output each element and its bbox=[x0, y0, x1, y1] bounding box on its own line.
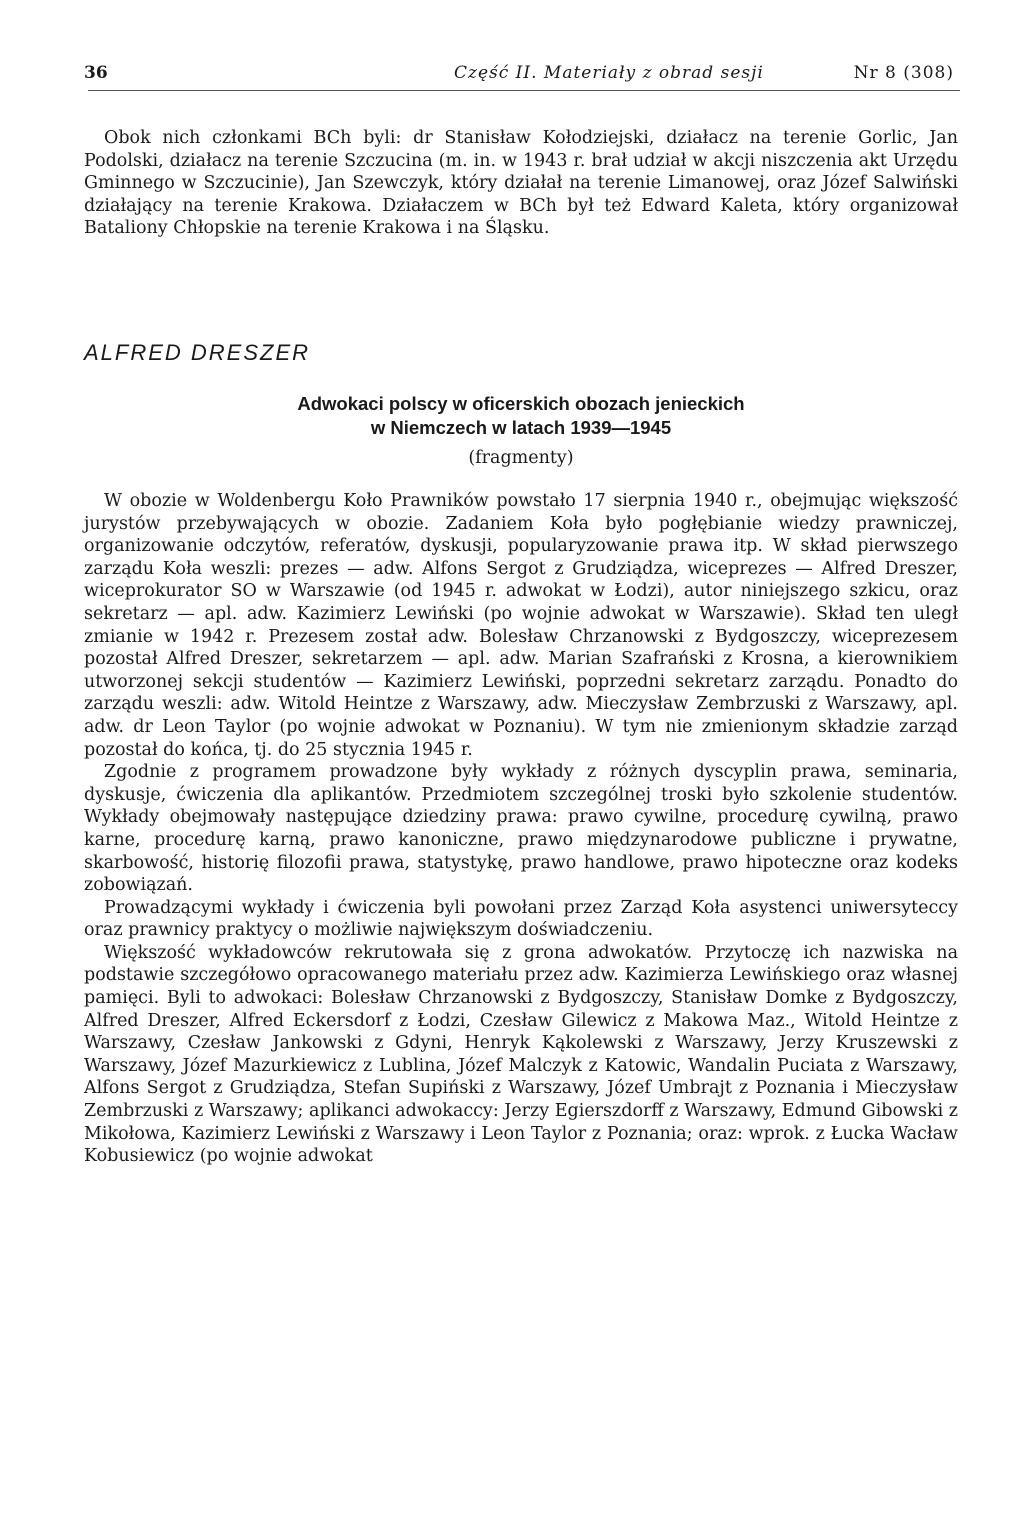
page-number: 36 bbox=[84, 63, 108, 83]
running-title: Część II. Materiały z obrad sesji bbox=[454, 63, 764, 83]
article-author: ALFRED DRESZER bbox=[84, 340, 311, 365]
article-title-line-2: w Niemczech w latach 1939—1945 bbox=[370, 417, 672, 438]
body-paragraph-3: Prowadzącymi wykłady i ćwiczenia byli powołani przez Zarząd Koła asystenci uniwersyteccy oraz prawnicy praktycy o możliwie największym doświadczeniu. bbox=[84, 897, 958, 941]
body-paragraph-1: W obozie w Woldenbergu Koło Prawników powstało 17 sierpnia 1940 r., obejmując większość jurystów przebywających w obozie. Zadaniem Koła było pogłębianie wiedzy prawniczej, organizowanie odczytów, referatów, dyskusji, popularyzowanie prawa itp. W skład pierwszego zarządu Koła weszli: prezes — adw. Alfons Sergot z Grudziądza, wiceprezes — Alfred Dreszer, wiceprokurator SO w Warszawie (od 1945 r. adwokat w Łodzi), autor niniejszego szkicu, oraz sekretarz — apl. adw. Kazimierz Lewiński (po wojnie adwokat w Warszawie). Skład ten uległ zmianie w 1942 r. Prezesem został adw. Bolesław Chrzanowski z Bydgoszczy, wiceprezesem pozostał Alfred Dreszer, sekretarzem — apl. adw. Marian Szafrański z Krosna, a kierownikiem utworzonej sekcji studentów — Kazimierz Lewiński, poprzedni sekretarz zarządu. Ponadto do zarządu weszli: adw. Witold Heintze z Warszawy, adw. Mieczysław Zembrzuski z Warszawy, apl. adw. dr Leon Taylor (po wojnie adwokat w Poznaniu). W tym nie zmienionym składzie zarząd pozostał do końca, tj. do 25 stycznia 1945 r. bbox=[84, 491, 958, 760]
intro-paragraph: Obok nich członkami BCh byli: dr Stanisław Kołodziejski, działacz na terenie Gorlic, Jan Podolski, działacz na terenie Szczucina (m. in. w 1943 r. brał udział w akcji niszczenia akt Urzędu Gminnego w Szczucinie), Jan Szewczyk, który działał na terenie Limanowej, oraz Józef Salwiński działający na terenie Krakowa. Działaczem w BCh był też Edward Kaleta, który organizował Bataliony Chłopskie na terenie Krakowa i na Śląsku. bbox=[84, 128, 958, 239]
article-title-line-1: Adwokaci polscy w oficerskich obozach jenieckich bbox=[297, 393, 745, 414]
article-body bbox=[84, 490, 958, 1168]
header-rule bbox=[88, 90, 960, 91]
intro-section bbox=[84, 127, 958, 240]
running-header bbox=[84, 63, 960, 89]
body-paragraph-4: Większość wykładowców rekrutowała się z grona adwokatów. Przytoczę ich nazwiska na podstawie szczegółowo opracowanego materiału przez adw. Kazimierza Lewińskiego oraz własnej pamięci. Byli to adwokaci: Bolesław Chrzanowski z Bydgoszczy, Stanisław Domke z Bydgoszczy, Alfred Dreszer, Alfred Eckersdorf z Łodzi, Czesław Gilewicz z Makowa Maz., Witold Heintze z Warszawy, Czesław Jankowski z Gdyni, Henryk Kąkolewski z Warszawy, Jerzy Kruszewski z Warszawy, Józef Mazurkiewicz z Lublina, Józef Malczyk z Katowic, Wandalin Puciata z Warszawy, Alfons Sergot z Grudziądza, Stefan Supiński z Warszawy, Józef Umbrajt z Poznania i Mieczysław Zembrzuski z Warszawy; aplikanci adwokaccy: Jerzy Egierszdorff z Warszawy, Edmund Gibowski z Mikołowa, Kazimierz Lewiński z Warszawy i Leon Taylor z Poznania; oraz: wprok. z Łucka Wacław Kobusiewicz (po wojnie adwokat bbox=[84, 942, 958, 1167]
article-title-block bbox=[84, 392, 958, 470]
article-subtitle: (fragmenty) bbox=[468, 448, 574, 468]
body-paragraph-2: Zgodnie z programem prowadzone były wykłady z różnych dyscyplin prawa, seminaria, dyskusje, ćwiczenia dla aplikantów. Przedmiotem szczególnej troski było szkolenie studentów. Wykłady obejmowały następujące dziedziny prawa: prawo cywilne, procedurę cywilną, prawo karne, procedurę karną, prawo kanoniczne, prawo międzynarodowe publiczne i prywatne, skarbowość, historię filozofii prawa, statystykę, prawo handlowe, prawo hipoteczne oraz kodeks zobowiązań. bbox=[84, 762, 958, 896]
issue-number: Nr 8 (308) bbox=[853, 63, 954, 83]
